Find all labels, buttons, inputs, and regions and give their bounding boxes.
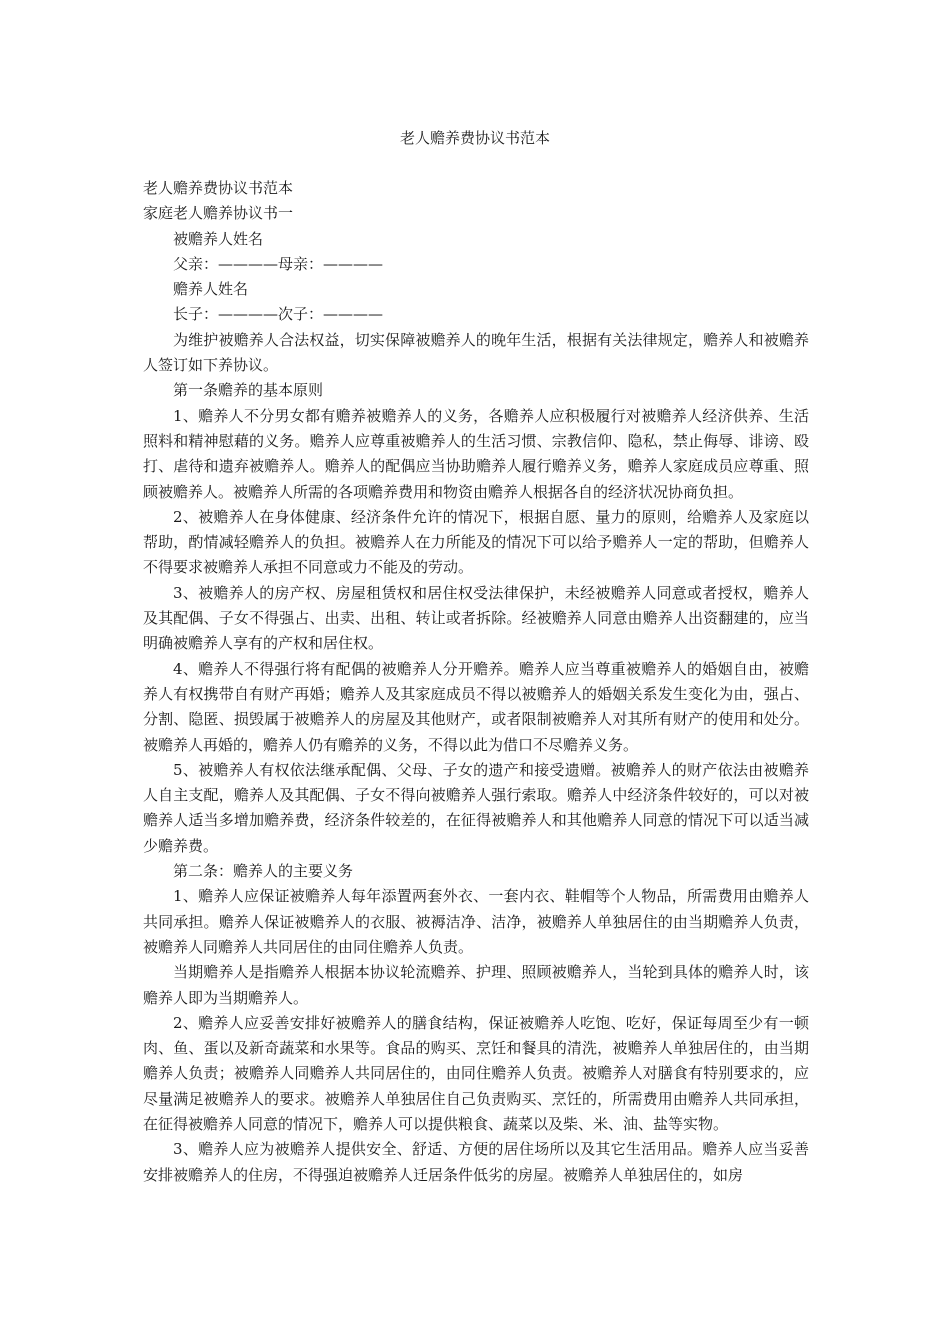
- paragraph: 被赡养人姓名: [173, 229, 264, 248]
- paragraph: 第一条赡养的基本原则: [173, 381, 324, 400]
- paragraph: 父亲：————母亲：————: [173, 254, 384, 273]
- paragraph: 长子：————次子：————: [173, 305, 384, 324]
- paragraph: 家庭老人赡养协议书一: [143, 204, 294, 223]
- document-title: 老人赡养费协议书范本: [399, 129, 550, 147]
- paragraph: 当期赡养人是指赡养人根据本协议轮流赡养、护理、照顾被赡养人，当轮到具体的赡养人时，该赡养人即为当期赡养人。: [143, 963, 809, 1007]
- paragraph: 老人赡养费协议书范本: [143, 179, 294, 197]
- paragraph: 3、被赡养人的房产权、房屋租赁权和居住权受法律保护，未经被赡养人同意或者授权，赡养人及其配偶、子女不得强占、出卖、出租、转让或者拆除。经被赡养人同意由赡养人出资翻建的，应当明确被赡养人享有的产权和居住权。: [143, 583, 809, 653]
- paragraph: 2、被赡养人在身体健康、经济条件允许的情况下，根据自愿、量力的原则，给赡养人及家庭以帮助，酌情减轻赡养人的负担。被赡养人在力所能及的情况下可以给予赡养人一定的帮助，但赡养人不得要求被赡养人承担不同意或力不能及的劳动。: [143, 507, 809, 577]
- paragraph: 3、赡养人应为被赡养人提供安全、舒适、方便的居住场所以及其它生活用品。赡养人应当妥善安排被赡养人的住房，不得强迫被赡养人迁居条件低劣的房屋。被赡养人单独居住的，如房: [143, 1140, 809, 1184]
- paragraph: 4、赡养人不得强行将有配偶的被赡养人分开赡养。赡养人应当尊重被赡养人的婚姻自由，被赡养人有权携带自有财产再婚；赡养人及其家庭成员不得以被赡养人的婚姻关系发生变化为由，强占、分割、隐匿、损毁属于被赡养人的房屋及其他财产，或者限制被赡养人对其所有财产的使用和处分。被赡养人再婚的，赡养人仍有赡养的义务，不得以此为借口不尽赡养义务。: [143, 659, 809, 754]
- document-body: [143, 176, 809, 1188]
- paragraph: 赡养人姓名: [173, 280, 249, 299]
- paragraph: 1、赡养人不分男女都有赡养被赡养人的义务，各赡养人应积极履行对被赡养人经济供养、生活照料和精神慰藉的义务。赡养人应尊重被赡养人的生活习惯、宗教信仰、隐私，禁止侮辱、诽谤、殴打、虐待和遗弃被赡养人。赡养人的配偶应当协助赡养人履行赡养义务，赡养人家庭成员应尊重、照顾被赡养人。被赡养人所需的各项赡养费用和物资由赡养人根据各自的经济状况协商负担。: [143, 406, 809, 501]
- paragraph: 为维护被赡养人合法权益，切实保障被赡养人的晚年生活，根据有关法律规定，赡养人和被赡养人签订如下养协议。: [143, 330, 809, 375]
- paragraph: 1、赡养人应保证被赡养人每年添置两套外衣、一套内衣、鞋帽等个人物品，所需费用由赡养人共同承担。赡养人保证被赡养人的衣服、被褥洁净、洁净，被赡养人单独居住的由当期赡养人负责，被赡养人同赡养人共同居住的由同住赡养人负责。: [143, 887, 809, 956]
- paragraph: 2、赡养人应妥善安排好被赡养人的膳食结构，保证被赡养人吃饱、吃好，保证每周至少有一顿肉、鱼、蛋以及新奇蔬菜和水果等。食品的购买、烹饪和餐具的清洗，被赡养人单独居住的，由当期赡养人负责；被赡养人同赡养人共同居住的，由同住赡养人负责。被赡养人对膳食有特别要求的，应尽量满足被赡养人的要求。被赡养人单独居住自己负责购买、烹饪的，所需费用由赡养人共同承担，在征得被赡养人同意的情况下，赡养人可以提供粮食、蔬菜以及柴、米、油、盐等实物。: [143, 1013, 809, 1133]
- paragraph: 5、被赡养人有权依法继承配偶、父母、子女的遗产和接受遗赠。被赡养人的财产依法由被赡养人自主支配，赡养人及其配偶、子女不得向被赡养人强行索取。赡养人中经济条件较好的，可以对被赡养人适当多增加赡养费，经济条件较差的，在征得被赡养人和其他赡养人同意的情况下可以适当减少赡养费。: [143, 760, 809, 855]
- paragraph: 第二条：赡养人的主要义务: [173, 862, 354, 881]
